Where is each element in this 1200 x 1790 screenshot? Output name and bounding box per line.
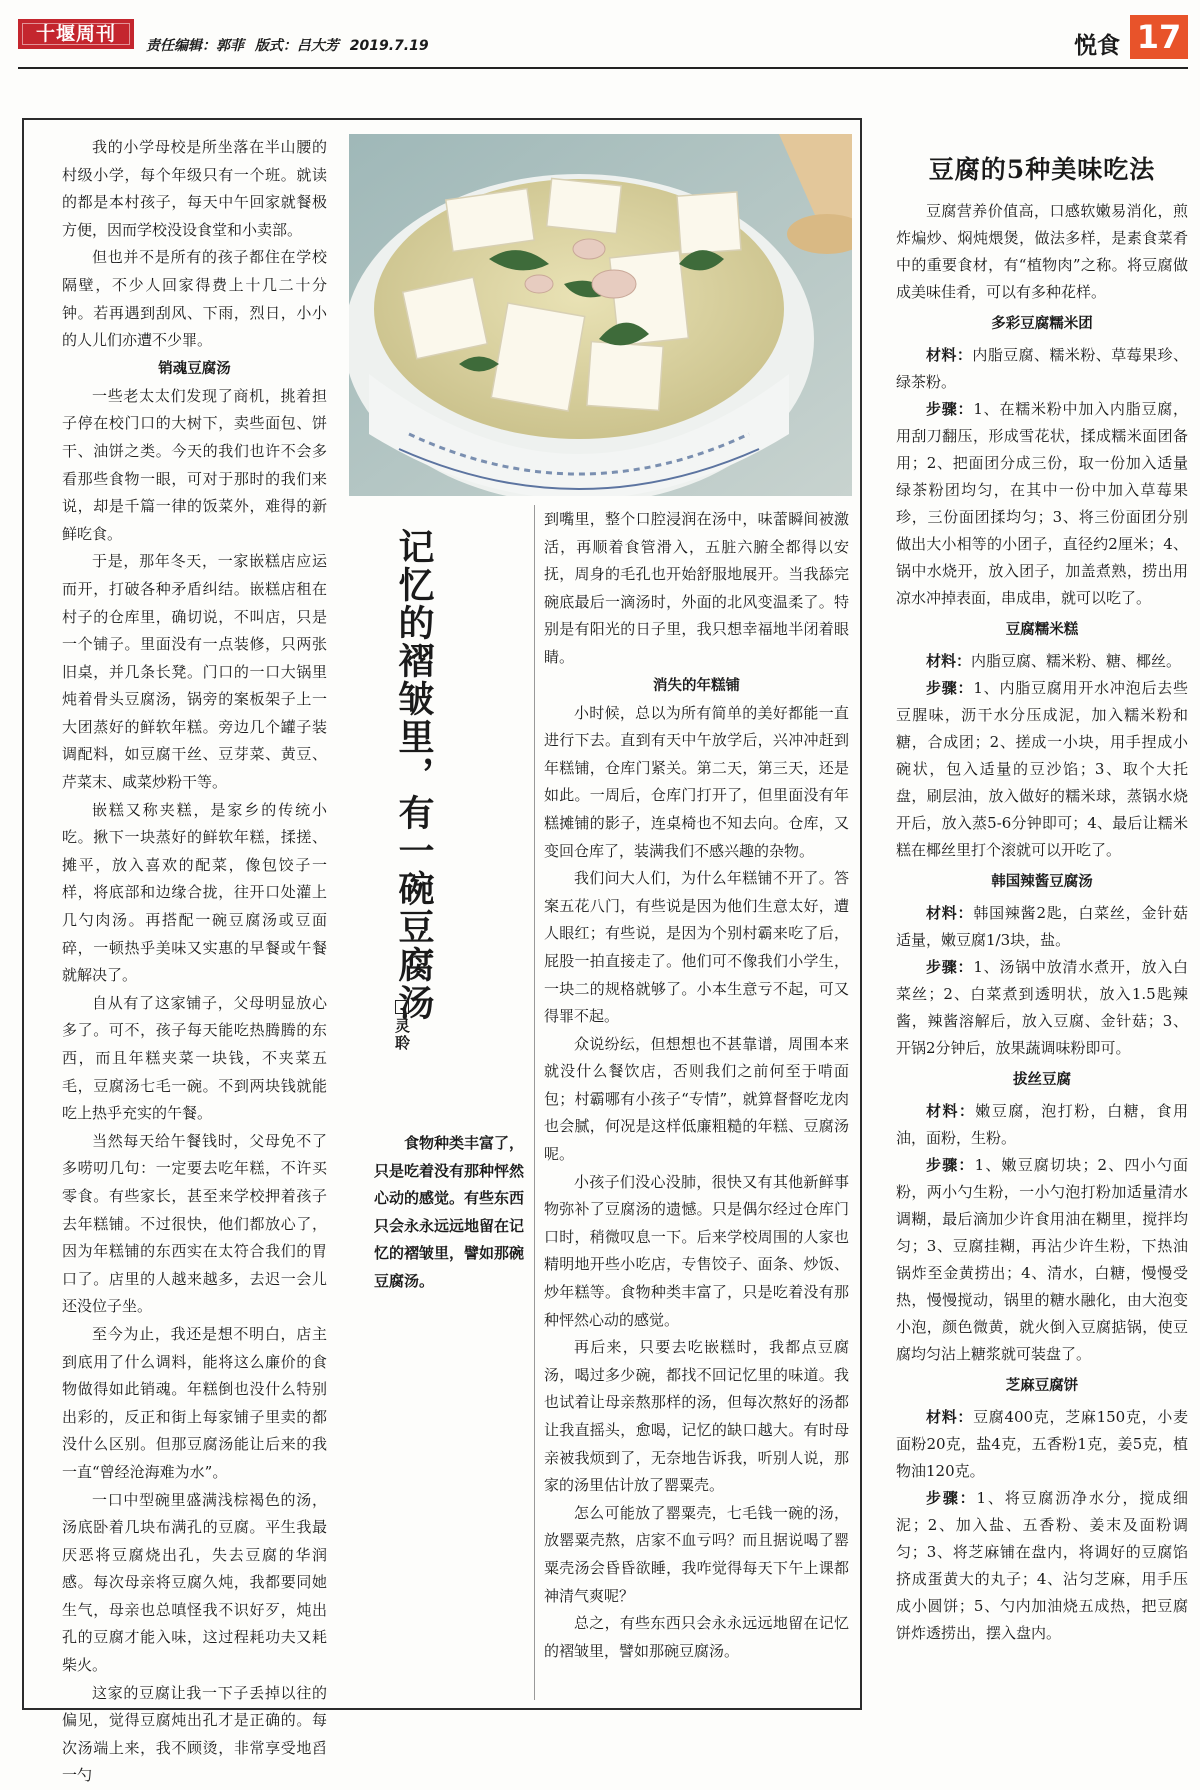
article-paragraph: 到嘴里，整个口腔浸润在汤中，味蕾瞬间被激活，再顺着食管滑入，五脏六腑全都得以安抚，周身的毛孔也开始舒服地展开。当我舔完碗底最后一滴汤时，外面的北风变温柔了。特别是有阳光的日子里，我只想幸福地半闭着眼睛。 [544, 510, 849, 666]
article-paragraph: 于是，那年冬天，一家嵌糕店应运而开，打破各种矛盾纠结。嵌糕店租在村子的仓库里，确切说，不叫店，只是一个铺子。里面没有一点装修，只两张旧桌，并几条长凳。门口的一口大锅里炖着骨头豆腐汤，锅旁的案板架子上一大团蒸好的鲜软年糕。旁边几个罐子装调配料，如豆腐干丝、豆芽菜、黄豆、芹菜末、咸菜炒粉干等。 [62, 552, 327, 792]
article-frame [22, 118, 862, 1785]
recipe-item [896, 1374, 1188, 1647]
materials-text: 豆腐400克，芝麻150克，小麦面粉20克，盐4克，五香粉1克，姜5克，植物油120克。 [896, 1408, 1188, 1480]
tofu-soup-illustration [349, 134, 852, 496]
page-number-badge: 17 [1130, 15, 1188, 59]
recipe-name: 芝麻豆腐饼 [1005, 1378, 1079, 1394]
steps-text: 1、嫩豆腐切块；2、四小勺面粉，两小勺生粉，一小勺泡打粉加适量清水调糊，最后滴加少许食用油在糊里，搅拌均匀；3、豆腐挂糊，再沾少许生粉，下热油锅炸至金黄捞出；4、清水，白糖，慢慢受热，慢慢搅动，锅里的糖水融化，由大泡变小泡，颜色微黄，就火倒入豆腐掂锅，使豆腐均匀沾上糖浆就可装盘了。 [896, 1156, 1188, 1363]
sidebar-intro: 豆腐营养价值高，口感软嫩易消化，煎炸煸炒、焖炖煨煲，做法多样，是素食菜肴中的重要食材，有“植物肉”之称。将豆腐做成美味佳肴，可以有多种花样。 [896, 202, 1188, 301]
recipe-sidebar [896, 128, 1188, 1647]
column-divider [534, 505, 535, 1700]
recipe-steps [896, 1152, 1188, 1368]
recipe-name: 拔丝豆腐 [1013, 1072, 1071, 1088]
materials-text: 嫩豆腐，泡打粉，白糖，食用油，面粉，生粉。 [896, 1102, 1188, 1147]
materials-text: 内脂豆腐、糯米粉、草莓果珍、绿茶粉。 [896, 346, 1188, 391]
recipe-steps [896, 396, 1188, 612]
recipe-materials [896, 1098, 1188, 1152]
section-subheading: 销魂豆腐汤 [158, 360, 231, 377]
article-paragraph: 当然每天给午餐钱时，父母免不了多唠叨几句：一定要去吃年糕，不许买零食。有些家长，甚至来学校押着孩子去年糕铺。不过很快，他们都放心了，因为年糕铺的东西实在太符合我们的胃口了。店里的人越来越多，去迟一会儿还没位子坐。 [62, 1131, 327, 1316]
article-paragraph: 众说纷纭，但想想也不甚靠谱，周围本来就没什么餐饮店，否则我们之前何至于啃面包；村霸哪有小孩子“专情”，就算督督吃龙肉也会腻，何况是这样低廉粗糙的年糕、豆腐汤呢。 [544, 1034, 849, 1164]
recipe-item [896, 1068, 1188, 1368]
article-column-3 [544, 506, 849, 1665]
materials-label: 材料： [926, 1102, 976, 1120]
recipe-name: 韩国辣酱豆腐汤 [991, 874, 1093, 890]
recipe-steps [896, 1485, 1188, 1647]
recipe-name: 豆腐糯米糕 [1005, 622, 1079, 638]
article-author [392, 1000, 413, 1052]
article-paragraph: 再后来，只要去吃嵌糕时，我都点豆腐汤，喝过多少碗，都找不回记忆里的味道。我也试着让母亲熬那样的汤，但每次熬好的汤都让我直摇头，愈喝，记忆的缺口越大。有时母亲被我烦到了，无奈地告诉我，听别人说，那家的汤里估计放了罂粟壳。 [544, 1338, 849, 1495]
article-paragraph: 小孩子们没心没肺，很快又有其他新鲜事物弥补了豆腐汤的遗憾。只是偶尔经过仓库门口时，稍微叹息一下。后来学校周围的人家也精明地开些小吃店，专售饺子、面条、炒饭、炒年糕等。食物种类丰富了，只是吃着没有那种怦然心动的感觉。 [544, 1172, 849, 1329]
article-paragraph: 我的小学母校是所坐落在半山腰的村级小学，每个年级只有一个班。就读的都是本村孩子，每天中午回家就餐极方便，因而学校没设食堂和小卖部。 [62, 138, 327, 239]
editor-name: 责任编辑：郭菲 [146, 38, 244, 54]
steps-label: 步骤： [926, 400, 974, 418]
recipe-name: 多彩豆腐糯米团 [991, 316, 1093, 332]
article-paragraph: 怎么可能放了罂粟壳，七毛钱一碗的汤，放罂粟壳熬，店家不血亏吗？而且据说喝了罂粟壳汤会昏昏欲睡，我咋觉得每天下午上课都神清气爽呢？ [544, 1503, 849, 1605]
article-title: 记忆的褶皱里，有一碗豆腐汤 [393, 528, 435, 1022]
issue-date: 2019.7.19 [349, 38, 429, 54]
materials-text: 韩国辣酱2匙，白菜丝，金针菇适量，嫩豆腐1/3块，盐。 [896, 904, 1188, 949]
recipe-materials [896, 648, 1188, 675]
materials-text: 内脂豆腐、糯米粉、糖、椰丝。 [971, 652, 1182, 670]
steps-label: 步骤： [926, 1489, 977, 1507]
page-header [18, 15, 1188, 69]
article-paragraph: 嵌糕又称夹糕，是家乡的传统小吃。揪下一块蒸好的鲜软年糕，揉搓、摊平，放入喜欢的配菜，像包饺子一样，将底部和边缘合拢，往开口处灌上几勺肉汤。再搭配一碗豆腐汤或豆面碎，一顿热乎美味又实惠的早餐或午餐就解决了。 [62, 800, 327, 985]
tofu-soup-photo [349, 134, 852, 496]
steps-label: 步骤： [926, 1156, 975, 1174]
editor-credits [146, 35, 435, 55]
article-paragraph: 总之，有些东西只会永永远远地留在记忆的褶皱里，譬如那碗豆腐汤。 [544, 1614, 849, 1660]
article-paragraph: 这家的豆腐让我一下子丢掉以往的偏见，觉得豆腐炖出孔才是正确的。每次汤端上来，我不顾烫，非常享受地舀一勺 [62, 1683, 327, 1785]
recipe-list [896, 312, 1188, 1647]
materials-label: 材料： [926, 652, 972, 670]
article-paragraph: 自从有了这家铺子，父母明显放心多了。可不，孩子每天能吃热腾腾的东西，而且年糕夹菜一块钱，不夹菜五毛，豆腐汤七毛一碗。不到两块钱就能吃上热乎充实的午餐。 [62, 993, 327, 1123]
sidebar-title: 豆腐的5种美味吃法 [928, 155, 1156, 184]
steps-text: 1、在糯米粉中加入内脂豆腐，用刮刀翻压，形成雪花状，揉成糯米面团备用；2、把面团分成三份，取一份加入适量绿茶粉团均匀，在其中一份中加入草莓果珍，三份面团揉均匀；3、将三份面团分别做出大小相等的小团子，直径约2厘米；4、锅中水烧开，放入团子，加盖煮熟，捞出用凉水冲掉表面，串成串，就可以吃了。 [896, 400, 1188, 607]
layout-designer: 版式：吕大芳 [254, 38, 339, 54]
author-marker-box [395, 1000, 409, 1014]
recipe-item [896, 870, 1188, 1062]
article-paragraph: 至今为止，我还是想不明白，店主到底用了什么调料，能将这么廉价的食物做得如此销魂。年糕倒也没什么特别出彩的，反正和街上每家铺子里卖的都没什么区别。但那豆腐汤能让后来的我一直“曾经沧海难为水”。 [62, 1324, 327, 1481]
section-subheading: 消失的年糕铺 [653, 677, 740, 694]
recipe-materials [896, 900, 1188, 954]
recipe-item [896, 618, 1188, 864]
steps-label: 步骤： [926, 679, 974, 697]
pull-quote: 食物种类丰富了，只是吃着没有那种怦然心动的感觉。有些东西只会永永远远地留在记忆的褶皱里，譬如那碗豆腐汤。 [374, 1134, 525, 1290]
steps-label: 步骤： [926, 958, 974, 976]
materials-label: 材料： [926, 346, 973, 364]
steps-text: 1、将豆腐沥净水分，搅成细泥；2、加入盐、五香粉、姜末及面粉调匀；3、将芝麻铺在盘内，将调好的豆腐馅挤成蛋黄大的丸子；4、沾匀芝麻，用手压成小圆饼；5、勺内加油烧五成热，把豆腐饼炸透捞出，摆入盘内。 [896, 1489, 1188, 1642]
article-paragraph: 小时候，总以为所有简单的美好都能一直进行下去。直到有天中午放学后，兴冲冲赶到年糕铺，仓库门紧关。第二天，第三天，还是如此。一周后，仓库门打开了，但里面没有年糕摊铺的影子，连桌椅也不知去向。仓库，又变回仓库了，装满我们不感兴趣的杂物。 [544, 703, 849, 860]
section-name: 悦食 [1074, 33, 1120, 59]
recipe-materials [896, 1404, 1188, 1485]
article-paragraph: 我们问大人们，为什么年糕铺不开了。答案五花八门，有些说是因为他们生意太好，遭人眼红；有些说，是因为个别村霸来吃了后，屁股一拍直接走了。他们可不像我们小学生，一块二的规格就够了。小本生意亏不起，可又得罪不起。 [544, 869, 849, 1026]
article-paragraph: 一口中型碗里盛满浅棕褐色的汤，汤底卧着几块布满孔的豆腐。平生我最厌恶将豆腐烧出孔，失去豆腐的华润感。每次母亲将豆腐久炖，我都要同她生气，母亲也总嗔怪我不识好歹，炖出孔的豆腐才能入味，这过程耗功夫又耗柴火。 [62, 1490, 327, 1675]
steps-text: 1、内脂豆腐用开水冲泡后去些豆腥味，沥干水分压成泥，加入糯米粉和糖，合成团；2、搓成一小块，用手捏成小碗状，包入适量的豆沙馅；3、取个大托盘，刷层油，放入做好的糯米球，蒸锅水烧开后，放入蒸5-6分钟即可；4、最后让糯米糕在椰丝里打个滚就可以开吃了。 [896, 679, 1188, 859]
article-paragraph: 但也并不是所有的孩子都住在学校隔壁，不少人回家得费上十几二十分钟。若再遇到刮风、下雨，烈日，小小的人儿们亦遭不少罪。 [62, 248, 327, 350]
masthead-logo: 十堰周刊 [18, 19, 134, 49]
article-column-1 [62, 134, 327, 1790]
materials-label: 材料： [926, 1408, 974, 1426]
recipe-steps [896, 675, 1188, 864]
recipe-steps [896, 954, 1188, 1062]
recipe-materials [896, 342, 1188, 396]
recipe-item [896, 312, 1188, 612]
steps-text: 1、汤锅中放清水煮开，放入白菜丝；2、白菜煮到透明状，放入1.5匙辣酱，辣酱溶解后，放入豆腐、金针菇；3、开锅2分钟后，放果蔬调味粉即可。 [896, 958, 1188, 1057]
article-paragraph: 一些老太太们发现了商机，挑着担子停在校门口的大树下，卖些面包、饼干、油饼之类。今天的我们也许不会多看那些食物一眼，可对于那时的我们来说，却是千篇一律的饭菜外，难得的新鲜吃食。 [62, 386, 327, 543]
materials-label: 材料： [926, 904, 974, 922]
author-name: 灵聆 [393, 1018, 411, 1052]
